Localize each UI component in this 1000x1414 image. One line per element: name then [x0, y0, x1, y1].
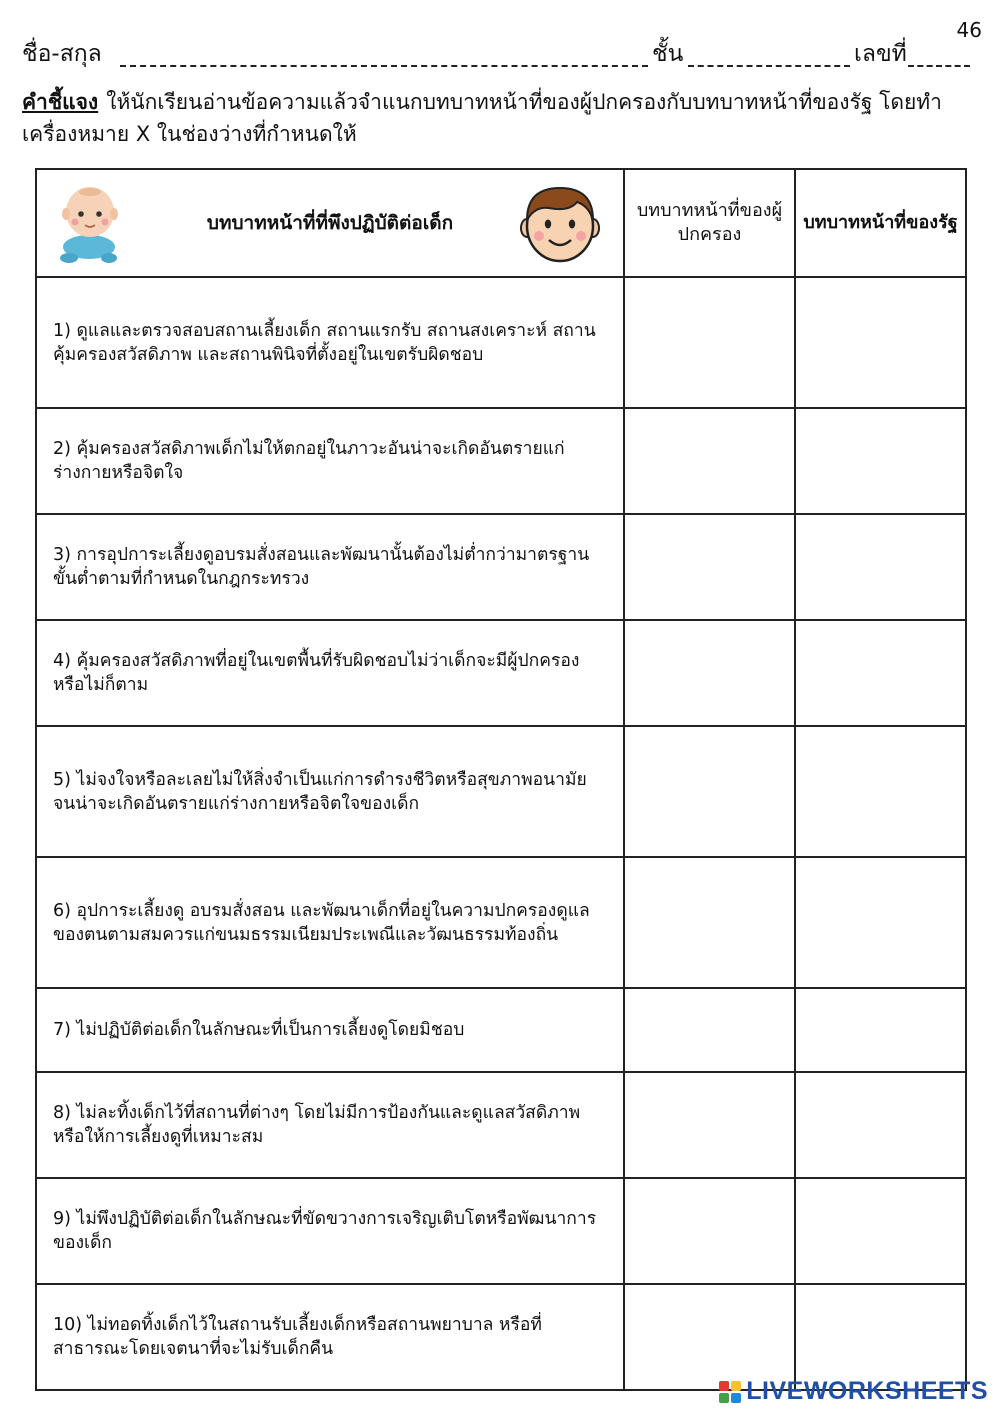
- row-5-text: 5) ไม่จงใจหรือละเลยไม่ให้สิ่งจำเป็นแก่การดำรงชีวิตหรือสุขภาพอนามัย จนน่าจะเกิดอันตรายแก่ร่างกายหรือจิตใจของเด็ก: [36, 726, 624, 857]
- liveworksheets-watermark: [719, 1377, 988, 1406]
- number-label: เลขที่: [854, 41, 907, 67]
- name-label: ชื่อ-สกุล: [22, 41, 102, 67]
- row-8-state-checkbox[interactable]: [795, 1072, 966, 1178]
- instructions: [22, 86, 972, 150]
- row-7-state-checkbox[interactable]: [795, 988, 966, 1072]
- liveworksheets-logo-icon: [719, 1381, 741, 1403]
- table-row: [36, 408, 966, 514]
- row-1-state-checkbox[interactable]: [795, 277, 966, 408]
- row-4-text: 4) คุ้มครองสวัสดิภาพที่อยู่ในเขตพื้นที่รับผิดชอบไม่ว่าเด็กจะมีผู้ปกครองหรือไม่ก็ตาม: [36, 620, 624, 726]
- row-4-parent-checkbox[interactable]: [624, 620, 795, 726]
- header-duties-label: บทบาทหน้าที่ที่พึงปฏิบัติต่อเด็ก: [206, 212, 454, 234]
- logo-square: [719, 1381, 729, 1391]
- row-6-state-checkbox[interactable]: [795, 857, 966, 988]
- row-1-text: 1) ดูแลและตรวจสอบสถานเลี้ยงเด็ก สถานแรกรับ สถานสงเคราะห์ สถานคุ้มครองสวัสดิภาพ และสถานพินิจที่ตั้งอยู่ในเขตรับผิดชอบ: [36, 277, 624, 408]
- row-10-state-checkbox[interactable]: [795, 1284, 966, 1390]
- class-label: ชั้น: [652, 41, 684, 67]
- watermark-text: LIVEWORKSHEETS: [746, 1377, 988, 1405]
- name-blank[interactable]: [120, 65, 648, 67]
- row-3-state-checkbox[interactable]: [795, 514, 966, 620]
- smiling-boy-face-icon: [519, 184, 601, 264]
- row-2-text: 2) คุ้มครองสวัสดิภาพเด็กไม่ให้ตกอยู่ในภาวะอันน่าจะเกิดอันตรายแก่ร่างกายหรือจิตใจ: [36, 408, 624, 514]
- page-number: 46: [956, 18, 982, 42]
- row-6-text: 6) อุปการะเลี้ยงดู อบรมสั่งสอน และพัฒนาเด็กที่อยู่ในความปกครองดูแลของตนตามสมควรแก่ขนมธรรมเนียมประเพณีและวัฒนธรรมท้องถิ่น: [36, 857, 624, 988]
- row-10-text: 10) ไม่ทอดทิ้งเด็กไว้ในสถานรับเลี้ยงเด็กหรือสถานพยาบาล หรือที่สาธารณะโดยเจตนาที่จะไม่รับเด็กคืน: [36, 1284, 624, 1390]
- row-2-parent-checkbox[interactable]: [624, 408, 795, 514]
- logo-square: [731, 1381, 741, 1391]
- logo-square: [719, 1393, 729, 1403]
- logo-square: [731, 1393, 741, 1403]
- table-row: [36, 1072, 966, 1178]
- number-blank[interactable]: [908, 65, 970, 67]
- row-9-text: 9) ไม่พึงปฏิบัติต่อเด็กในลักษณะที่ขัดขวางการเจริญเติบโตหรือพัฒนาการของเด็ก: [36, 1178, 624, 1284]
- header-parent-role: บทบาทหน้าที่ของผู้ปกครอง: [624, 169, 795, 277]
- row-3-text: 3) การอุปการะเลี้ยงดูอบรมสั่งสอนและพัฒนานั้นต้องไม่ต่ำกว่ามาตรฐานขั้นต่ำตามที่กำหนดในกฎกระทรวง: [36, 514, 624, 620]
- row-3-parent-checkbox[interactable]: [624, 514, 795, 620]
- classification-table: [35, 168, 967, 1391]
- row-1-parent-checkbox[interactable]: [624, 277, 795, 408]
- row-9-parent-checkbox[interactable]: [624, 1178, 795, 1284]
- student-info-line: [22, 42, 972, 76]
- table-row: [36, 1178, 966, 1284]
- table-row: [36, 514, 966, 620]
- row-10-parent-checkbox[interactable]: [624, 1284, 795, 1390]
- instructions-text: ให้นักเรียนอ่านข้อความแล้วจำแนกบทบาทหน้าที่ของผู้ปกครองกับบทบาทหน้าที่ของรัฐ โดยทำเครื่องหมาย X ในช่องว่างที่กำหนดให้: [22, 90, 942, 146]
- row-8-text: 8) ไม่ละทิ้งเด็กไว้ที่สถานที่ต่างๆ โดยไม่มีการป้องกันและดูแลสวัสดิภาพหรือให้การเลี้ยงดูที่เหมาะสม: [36, 1072, 624, 1178]
- table-row: [36, 277, 966, 408]
- table-row: [36, 988, 966, 1072]
- header-duties: [36, 169, 624, 277]
- baby-crawling-icon: [59, 184, 121, 264]
- class-blank[interactable]: [688, 65, 850, 67]
- table-row: [36, 726, 966, 857]
- table-row: [36, 620, 966, 726]
- table-header-row: [36, 169, 966, 277]
- header-state-role: บทบาทหน้าที่ของรัฐ: [795, 169, 966, 277]
- row-6-parent-checkbox[interactable]: [624, 857, 795, 988]
- row-8-parent-checkbox[interactable]: [624, 1072, 795, 1178]
- row-5-parent-checkbox[interactable]: [624, 726, 795, 857]
- row-2-state-checkbox[interactable]: [795, 408, 966, 514]
- row-4-state-checkbox[interactable]: [795, 620, 966, 726]
- row-7-parent-checkbox[interactable]: [624, 988, 795, 1072]
- table-row: [36, 857, 966, 988]
- table-row: [36, 1284, 966, 1390]
- instructions-label: คำชี้แจง: [22, 90, 99, 114]
- row-7-text: 7) ไม่ปฏิบัติต่อเด็กในลักษณะที่เป็นการเลี้ยงดูโดยมิชอบ: [36, 988, 624, 1072]
- row-9-state-checkbox[interactable]: [795, 1178, 966, 1284]
- row-5-state-checkbox[interactable]: [795, 726, 966, 857]
